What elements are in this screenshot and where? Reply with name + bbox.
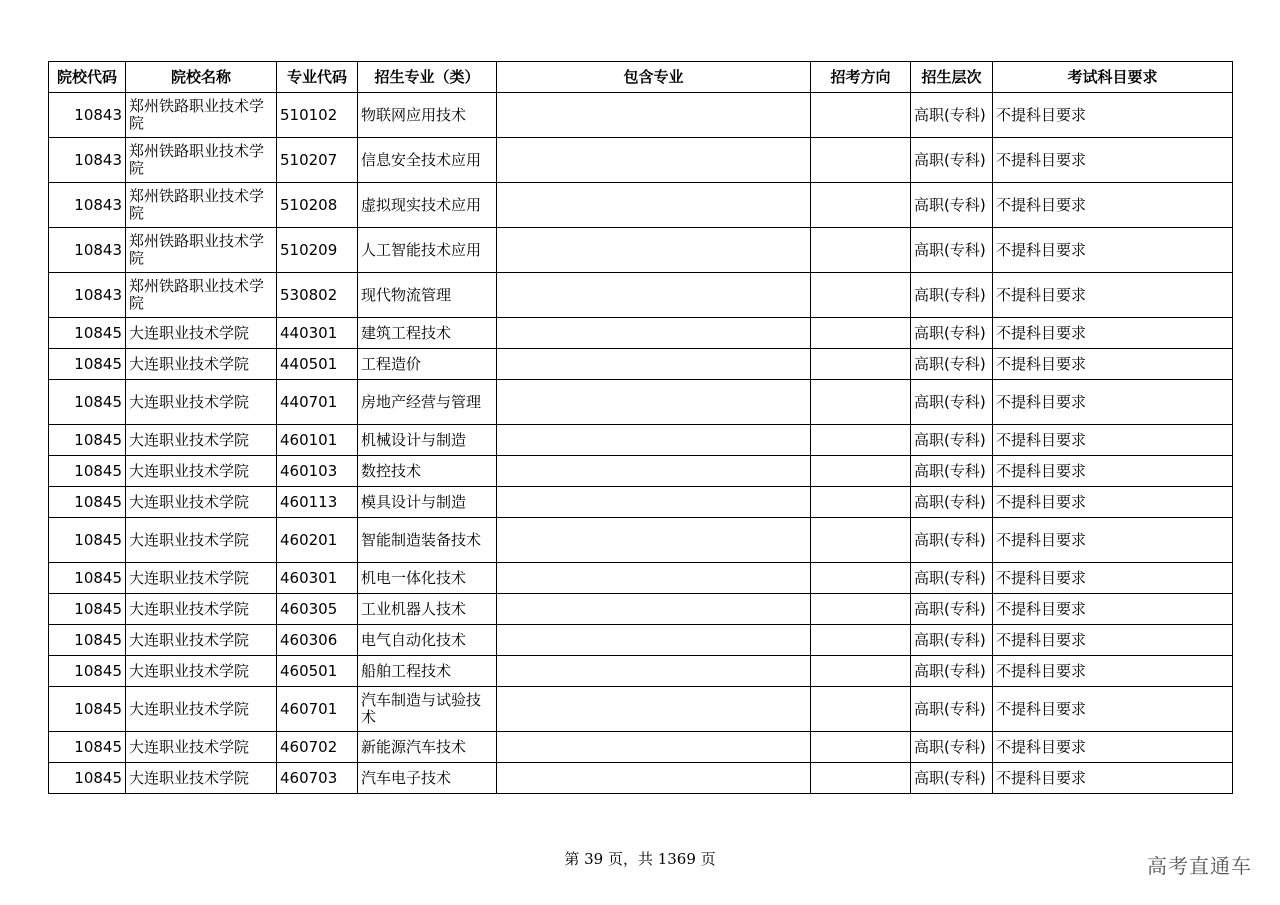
cell-school-code: 10845 (49, 563, 126, 594)
cell-subject-requirement: 不提科目要求 (993, 138, 1233, 183)
cell-school-name: 大连职业技术学院 (126, 425, 277, 456)
cell-school-code: 10845 (49, 349, 126, 380)
cell-school-name: 郑州铁路职业技术学院 (126, 93, 277, 138)
table-row (49, 687, 1233, 732)
cell-subject-requirement: 不提科目要求 (993, 273, 1233, 318)
cell-direction (811, 228, 911, 273)
table-row (49, 594, 1233, 625)
cell-school-name: 大连职业技术学院 (126, 518, 277, 563)
cell-subject-requirement: 不提科目要求 (993, 487, 1233, 518)
cell-direction (811, 273, 911, 318)
cell-school-name: 大连职业技术学院 (126, 380, 277, 425)
cell-direction (811, 763, 911, 794)
cell-level: 高职(专科) (911, 93, 993, 138)
cell-subject-requirement: 不提科目要求 (993, 456, 1233, 487)
cell-school-code: 10845 (49, 763, 126, 794)
cell-level: 高职(专科) (911, 273, 993, 318)
cell-school-name: 郑州铁路职业技术学院 (126, 138, 277, 183)
page-number: 第 39 页，共 1369 页 (564, 850, 716, 868)
cell-major-name: 机械设计与制造 (358, 425, 497, 456)
cell-direction (811, 138, 911, 183)
cell-school-name: 大连职业技术学院 (126, 594, 277, 625)
cell-included-majors (497, 456, 811, 487)
cell-subject-requirement: 不提科目要求 (993, 656, 1233, 687)
cell-school-name: 大连职业技术学院 (126, 763, 277, 794)
cell-major-code: 530802 (277, 273, 358, 318)
table-row (49, 487, 1233, 518)
table-row (49, 763, 1233, 794)
cell-subject-requirement: 不提科目要求 (993, 228, 1233, 273)
cell-included-majors (497, 518, 811, 563)
cell-major-code: 460101 (277, 425, 358, 456)
cell-school-code: 10845 (49, 456, 126, 487)
cell-major-name: 物联网应用技术 (358, 93, 497, 138)
cell-school-code: 10845 (49, 594, 126, 625)
cell-level: 高职(专科) (911, 763, 993, 794)
cell-included-majors (497, 656, 811, 687)
cell-major-code: 460702 (277, 732, 358, 763)
cell-included-majors (497, 763, 811, 794)
cell-school-name: 大连职业技术学院 (126, 349, 277, 380)
table-body (49, 93, 1233, 794)
header-school-code: 院校代码 (49, 62, 126, 93)
admissions-table (48, 61, 1233, 794)
cell-major-code: 460501 (277, 656, 358, 687)
table-row (49, 349, 1233, 380)
cell-major-name: 人工智能技术应用 (358, 228, 497, 273)
watermark: 高考直通车 (1147, 854, 1252, 878)
cell-subject-requirement: 不提科目要求 (993, 318, 1233, 349)
table-row (49, 93, 1233, 138)
cell-included-majors (497, 625, 811, 656)
cell-school-name: 大连职业技术学院 (126, 318, 277, 349)
cell-major-code: 440701 (277, 380, 358, 425)
cell-major-name: 新能源汽车技术 (358, 732, 497, 763)
cell-level: 高职(专科) (911, 594, 993, 625)
cell-level: 高职(专科) (911, 318, 993, 349)
cell-level: 高职(专科) (911, 456, 993, 487)
cell-subject-requirement: 不提科目要求 (993, 183, 1233, 228)
cell-major-name: 工程造价 (358, 349, 497, 380)
table-row (49, 732, 1233, 763)
cell-subject-requirement: 不提科目要求 (993, 93, 1233, 138)
cell-included-majors (497, 594, 811, 625)
cell-included-majors (497, 732, 811, 763)
cell-major-name: 模具设计与制造 (358, 487, 497, 518)
cell-major-name: 建筑工程技术 (358, 318, 497, 349)
table-row (49, 380, 1233, 425)
cell-level: 高职(专科) (911, 425, 993, 456)
cell-school-code: 10843 (49, 93, 126, 138)
header-school-name: 院校名称 (126, 62, 277, 93)
cell-direction (811, 518, 911, 563)
table-row (49, 456, 1233, 487)
cell-school-name: 大连职业技术学院 (126, 563, 277, 594)
cell-included-majors (497, 273, 811, 318)
cell-major-name: 智能制造装备技术 (358, 518, 497, 563)
cell-direction (811, 425, 911, 456)
cell-major-name: 现代物流管理 (358, 273, 497, 318)
header-row (49, 62, 1233, 93)
cell-subject-requirement: 不提科目要求 (993, 594, 1233, 625)
cell-direction (811, 563, 911, 594)
cell-school-name: 郑州铁路职业技术学院 (126, 228, 277, 273)
cell-level: 高职(专科) (911, 625, 993, 656)
cell-subject-requirement: 不提科目要求 (993, 732, 1233, 763)
cell-major-code: 510209 (277, 228, 358, 273)
header-subject-requirement: 考试科目要求 (993, 62, 1233, 93)
cell-subject-requirement: 不提科目要求 (993, 625, 1233, 656)
cell-direction (811, 656, 911, 687)
cell-school-name: 大连职业技术学院 (126, 487, 277, 518)
table-row (49, 273, 1233, 318)
cell-major-name: 工业机器人技术 (358, 594, 497, 625)
cell-subject-requirement: 不提科目要求 (993, 563, 1233, 594)
cell-major-code: 460301 (277, 563, 358, 594)
cell-school-code: 10843 (49, 183, 126, 228)
cell-subject-requirement: 不提科目要求 (993, 687, 1233, 732)
table-row (49, 138, 1233, 183)
cell-school-name: 大连职业技术学院 (126, 656, 277, 687)
cell-major-name: 汽车制造与试验技术 (358, 687, 497, 732)
cell-included-majors (497, 228, 811, 273)
cell-major-code: 460703 (277, 763, 358, 794)
cell-school-name: 大连职业技术学院 (126, 625, 277, 656)
cell-included-majors (497, 380, 811, 425)
header-direction: 招考方向 (811, 62, 911, 93)
header-major-name: 招生专业（类） (358, 62, 497, 93)
cell-level: 高职(专科) (911, 228, 993, 273)
cell-major-code: 460305 (277, 594, 358, 625)
cell-major-name: 船舶工程技术 (358, 656, 497, 687)
cell-major-name: 数控技术 (358, 456, 497, 487)
cell-school-code: 10843 (49, 228, 126, 273)
cell-direction (811, 456, 911, 487)
cell-major-name: 虚拟现实技术应用 (358, 183, 497, 228)
header-level: 招生层次 (911, 62, 993, 93)
table-row (49, 625, 1233, 656)
cell-major-code: 440301 (277, 318, 358, 349)
table-row (49, 563, 1233, 594)
cell-school-name: 大连职业技术学院 (126, 687, 277, 732)
cell-direction (811, 349, 911, 380)
cell-major-code: 510102 (277, 93, 358, 138)
cell-direction (811, 687, 911, 732)
cell-included-majors (497, 563, 811, 594)
cell-major-code: 460113 (277, 487, 358, 518)
cell-school-name: 大连职业技术学院 (126, 732, 277, 763)
cell-school-name: 大连职业技术学院 (126, 456, 277, 487)
cell-school-code: 10845 (49, 687, 126, 732)
cell-school-name: 郑州铁路职业技术学院 (126, 273, 277, 318)
cell-level: 高职(专科) (911, 563, 993, 594)
cell-level: 高职(专科) (911, 687, 993, 732)
cell-direction (811, 380, 911, 425)
cell-subject-requirement: 不提科目要求 (993, 425, 1233, 456)
table-row (49, 518, 1233, 563)
cell-major-code: 510208 (277, 183, 358, 228)
cell-major-code: 460103 (277, 456, 358, 487)
table-row (49, 656, 1233, 687)
cell-major-name: 信息安全技术应用 (358, 138, 497, 183)
cell-included-majors (497, 138, 811, 183)
cell-included-majors (497, 93, 811, 138)
cell-subject-requirement: 不提科目要求 (993, 518, 1233, 563)
cell-level: 高职(专科) (911, 487, 993, 518)
table-row (49, 183, 1233, 228)
cell-included-majors (497, 425, 811, 456)
cell-major-code: 460201 (277, 518, 358, 563)
cell-direction (811, 732, 911, 763)
cell-level: 高职(专科) (911, 656, 993, 687)
cell-level: 高职(专科) (911, 138, 993, 183)
table-row (49, 318, 1233, 349)
cell-school-name: 郑州铁路职业技术学院 (126, 183, 277, 228)
cell-included-majors (497, 487, 811, 518)
cell-subject-requirement: 不提科目要求 (993, 763, 1233, 794)
cell-subject-requirement: 不提科目要求 (993, 380, 1233, 425)
cell-school-code: 10845 (49, 318, 126, 349)
cell-direction (811, 594, 911, 625)
cell-included-majors (497, 318, 811, 349)
cell-major-name: 房地产经营与管理 (358, 380, 497, 425)
cell-subject-requirement: 不提科目要求 (993, 349, 1233, 380)
cell-level: 高职(专科) (911, 183, 993, 228)
cell-school-code: 10845 (49, 625, 126, 656)
header-major-code: 专业代码 (277, 62, 358, 93)
cell-major-code: 460701 (277, 687, 358, 732)
cell-major-name: 机电一体化技术 (358, 563, 497, 594)
cell-school-code: 10845 (49, 732, 126, 763)
cell-direction (811, 487, 911, 518)
cell-major-code: 440501 (277, 349, 358, 380)
cell-direction (811, 183, 911, 228)
cell-school-code: 10843 (49, 138, 126, 183)
cell-major-name: 电气自动化技术 (358, 625, 497, 656)
cell-included-majors (497, 687, 811, 732)
table-row (49, 228, 1233, 273)
cell-school-code: 10845 (49, 425, 126, 456)
cell-school-code: 10845 (49, 518, 126, 563)
cell-direction (811, 93, 911, 138)
header-included-majors: 包含专业 (497, 62, 811, 93)
cell-direction (811, 625, 911, 656)
cell-direction (811, 318, 911, 349)
cell-school-code: 10843 (49, 273, 126, 318)
cell-level: 高职(专科) (911, 732, 993, 763)
cell-level: 高职(专科) (911, 380, 993, 425)
cell-level: 高职(专科) (911, 349, 993, 380)
cell-school-code: 10845 (49, 656, 126, 687)
cell-school-code: 10845 (49, 380, 126, 425)
cell-major-code: 460306 (277, 625, 358, 656)
cell-level: 高职(专科) (911, 518, 993, 563)
cell-major-name: 汽车电子技术 (358, 763, 497, 794)
cell-included-majors (497, 183, 811, 228)
table-row (49, 425, 1233, 456)
cell-school-code: 10845 (49, 487, 126, 518)
cell-included-majors (497, 349, 811, 380)
cell-major-code: 510207 (277, 138, 358, 183)
